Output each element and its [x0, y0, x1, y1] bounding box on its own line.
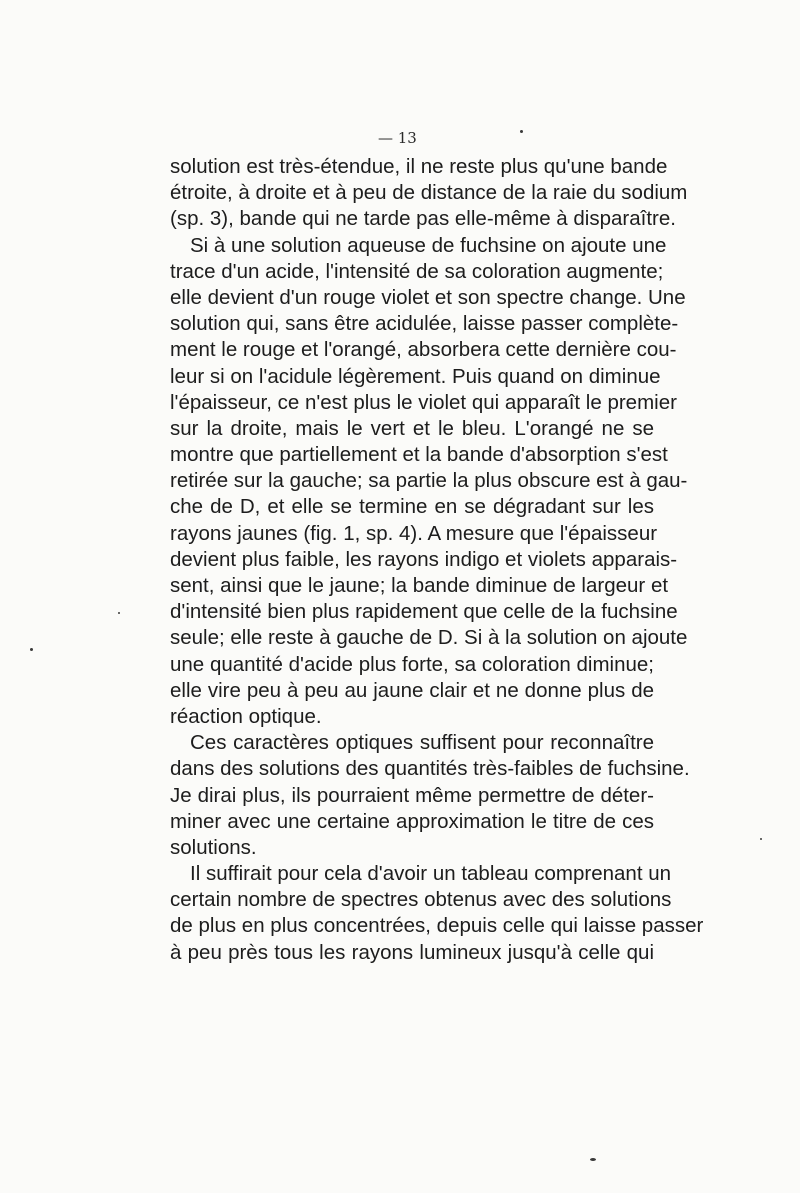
scan-speck	[30, 648, 33, 651]
text-line: devient plus faible, les rayons indigo et violets apparais-	[170, 547, 678, 571]
text-line: sent, ainsi que le jaune; la bande diminue de largeur et	[170, 574, 669, 597]
body-text	[170, 154, 704, 966]
text-line: étroite, à droite et à peu de distance de la raie du sodium	[170, 181, 688, 205]
text-line: elle devient d'un rouge violet et son spectre change. Une	[170, 285, 686, 309]
text-line: (sp. 3), bande qui ne tarde pas elle-même à disparaître.	[170, 207, 676, 231]
text-line: solutions.	[170, 835, 257, 859]
text-line: Ces caractères optiques suffisent pour reconnaître	[190, 731, 654, 755]
scan-speck	[760, 838, 762, 840]
text-line: seule; elle reste à gauche de D. Si à la solution on ajoute	[170, 626, 688, 650]
text-line: trace d'un acide, l'intensité de sa coloration augmente;	[170, 259, 664, 283]
text-line: de plus en plus concentrées, depuis celle qui laisse passer	[170, 914, 704, 938]
text-line: Il suffirait pour cela d'avoir un tableau comprenant un	[190, 862, 672, 886]
text-line: Si à une solution aqueuse de fuchsine on ajoute une	[190, 233, 667, 257]
text-line: retirée sur la gauche; sa partie la plus obscure est à gau-	[170, 469, 688, 493]
text-line: une quantité d'acide plus forte, sa coloration diminue;	[170, 652, 654, 676]
text-line: sur la droite, mais le vert et le bleu. L'orangé ne se	[170, 416, 654, 440]
text-line: d'intensité bien plus rapidement que celle de la fuchsine	[170, 600, 678, 624]
text-line: solution qui, sans être acidulée, laisse passer complète-	[170, 312, 679, 336]
text-line: miner avec une certaine approximation le titre de ces	[170, 809, 654, 833]
text-line: elle vire peu à peu au jaune clair et ne donne plus de	[170, 678, 654, 702]
text-line: l'épaisseur, ce n'est plus le violet qui apparaît le premier	[170, 390, 677, 414]
scan-speck	[520, 130, 523, 133]
scan-speck	[118, 612, 120, 614]
text-line: ment le rouge et l'orangé, absorbera cette dernière cou-	[170, 338, 677, 362]
text-line: leur si on l'acidule légèrement. Puis quand on diminue	[170, 364, 661, 388]
text-line: réaction optique.	[170, 704, 322, 728]
page-number: — 13	[378, 129, 417, 147]
text-line: Je dirai plus, ils pourraient même permettre de déter-	[170, 783, 654, 807]
text-line: à peu près tous les rayons lumineux jusqu'à celle qui	[170, 940, 654, 964]
text-line: che de D, et elle se termine en se dégradant sur les	[170, 495, 654, 519]
text-line: montre que partiellement et la bande d'absorption s'est	[170, 443, 668, 467]
scan-speck	[590, 1158, 596, 1161]
text-line: dans des solutions des quantités très-faibles de fuchsine.	[170, 757, 690, 781]
text-line: certain nombre de spectres obtenus avec des solutions	[170, 888, 672, 912]
text-line: solution est très-étendue, il ne reste plus qu'une bande	[170, 155, 668, 178]
text-line: rayons jaunes (fig. 1, sp. 4). A mesure que l'épaisseur	[170, 521, 658, 545]
